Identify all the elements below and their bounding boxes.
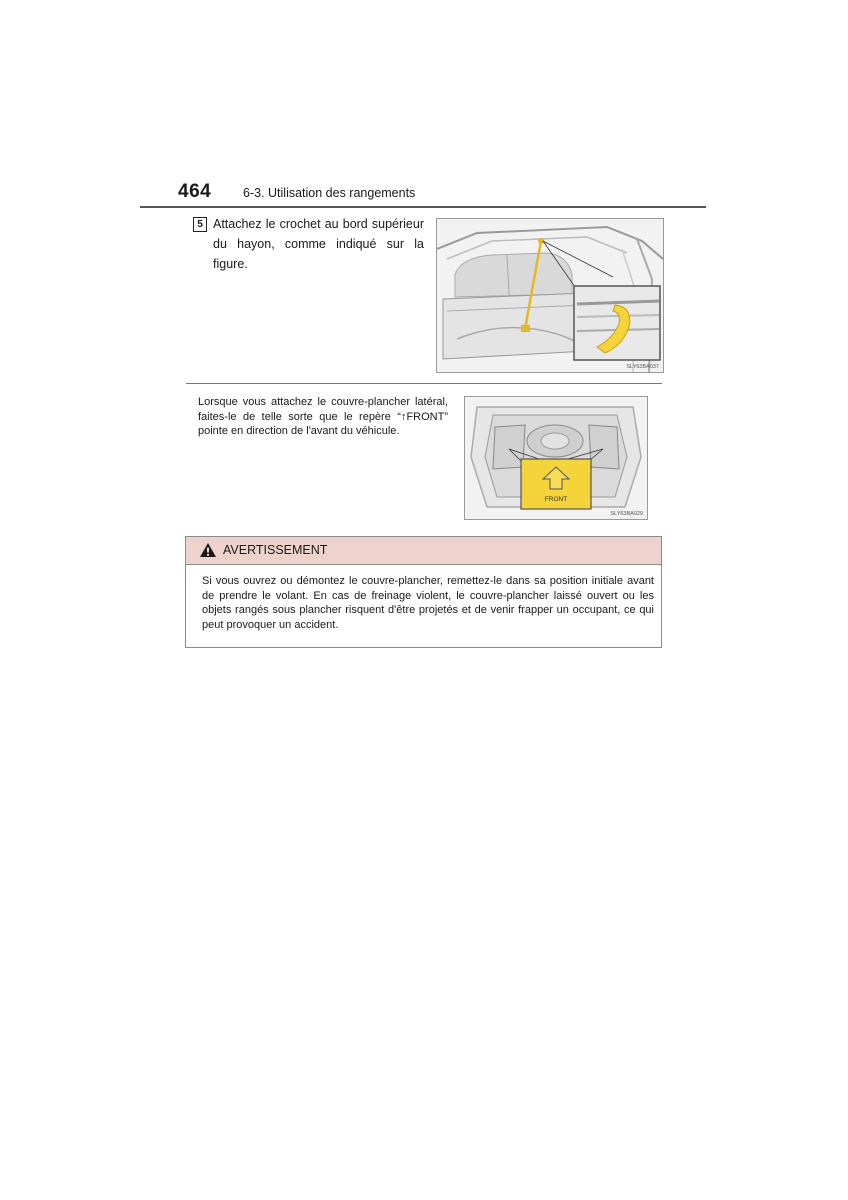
figure-code: SLY63BA037 [626,364,659,370]
figure-front-marker [464,396,648,520]
step-number-badge: 5 [193,217,207,232]
warning-title: AVERTISSEMENT [223,543,328,557]
step-instruction: Attachez le crochet au bord supérieur du hayon, comme indiqué sur la figure. [213,217,424,271]
front-label: FRONT [544,496,568,503]
warning-header [186,537,661,565]
warning-triangle-icon [199,542,217,558]
header-rule [140,206,706,208]
section-divider [186,383,662,384]
page-number: 464 [178,181,212,202]
warning-body: Si vous ouvrez ou démontez le couvre-plancher, remettez-le dans sa position initiale avant de prendre le volant. En cas de freinage violent, le couvre-plancher laissé ouvert ou les objets rangés sous plancher risquent d'être projetés et de venir frapper un occupant, ce qui peut provoquer un accident. [202,575,654,631]
note-paragraph: Lorsque vous attachez le couvre-plancher latéral, faites-le de telle sorte que le repère “↑FRONT” pointe en direction de l'avant du véhicule. [198,396,448,437]
warning-box [185,536,662,648]
trunk-illustration [437,219,663,372]
figure-hook-trunk [436,218,664,373]
figure-code: SLY63BA029 [610,511,643,517]
section-title: 6-3. Utilisation des rangements [243,186,416,200]
floor-cover-illustration [465,397,647,519]
